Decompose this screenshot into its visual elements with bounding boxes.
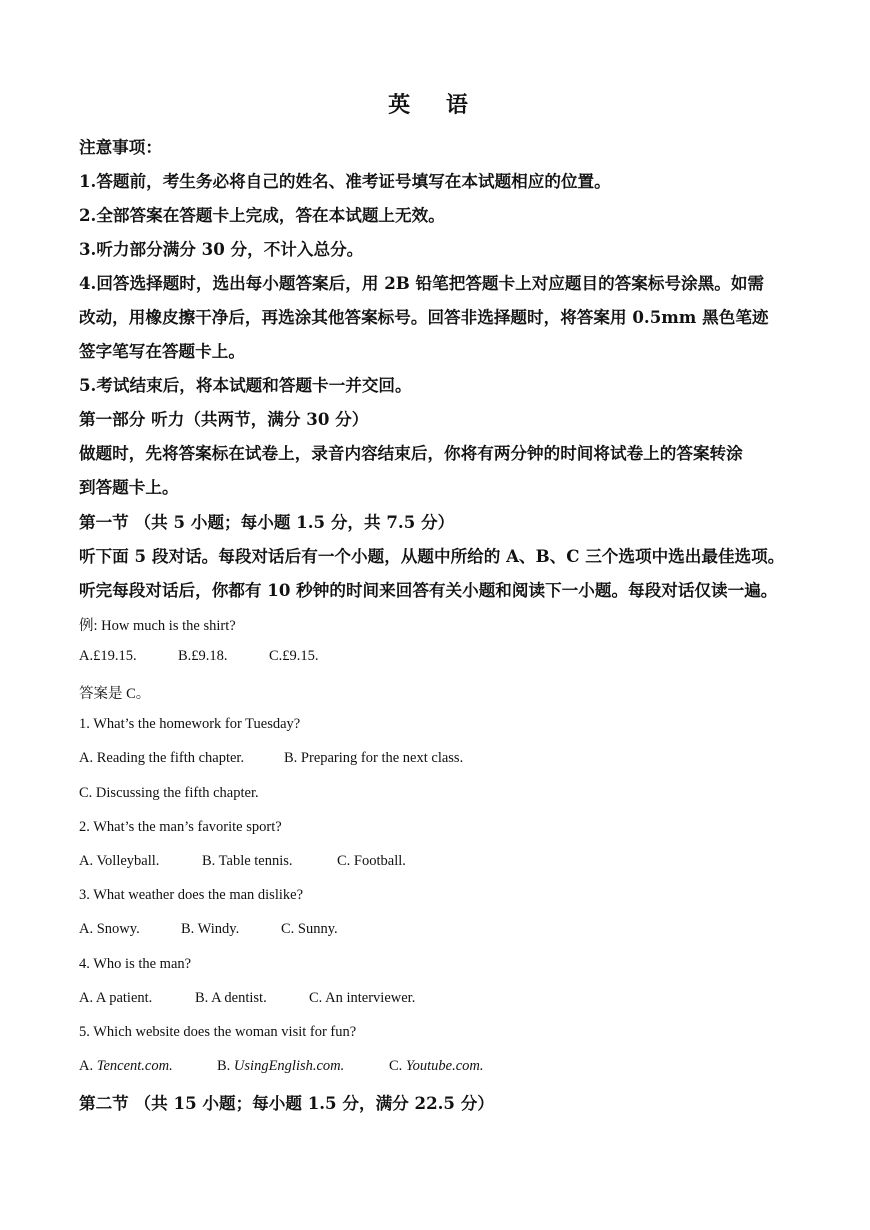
question-3: 3. What weather does the man dislike? xyxy=(79,887,304,903)
part1-instruction-cont: 到答题卡上。 xyxy=(79,477,179,497)
q4-option-c: C. An interviewer. xyxy=(309,990,416,1006)
section1-instruction: 听下面 5 段对话。每段对话后有一个小题，从题中所给的 A、B、C 三个选项中选出最佳选项。 xyxy=(79,546,785,566)
section1-heading: 第一节 （共 5 小题；每小题 1.5 分，共 7.5 分） xyxy=(79,512,455,532)
example-option-b: B.£9.18. xyxy=(178,648,228,664)
example-answer: 答案是 C。 xyxy=(79,686,151,702)
q5-option-a-site: Tencent.com. xyxy=(96,1058,173,1074)
question-2-options xyxy=(79,853,406,870)
q5-option-b-letter: B. xyxy=(217,1058,234,1074)
question-3-options xyxy=(79,921,338,938)
question-4-options xyxy=(79,990,415,1007)
example-option-c: C.£9.15. xyxy=(269,648,319,664)
q5-option-b xyxy=(217,1058,389,1075)
part1-heading: 第一部分 听力（共两节，满分 30 分） xyxy=(79,409,369,429)
q3-option-a: A. Snowy. xyxy=(79,921,140,937)
example-options xyxy=(79,648,319,665)
example-question: 例: How much is the shirt? xyxy=(79,618,236,634)
question-5: 5. Which website does the woman visit for fun? xyxy=(79,1024,357,1040)
part1-instruction: 做题时，先将答案标在试卷上，录音内容结束后，你将有两分钟的时间将试卷上的答案转涂 xyxy=(79,443,743,463)
notice-item-5: 5.考试结束后，将本试题和答题卡一并交回。 xyxy=(79,375,412,395)
notice-item-4-end: 签字笔写在答题卡上。 xyxy=(79,341,245,361)
q3-option-b: B. Windy. xyxy=(181,921,240,937)
question-5-options xyxy=(79,1058,484,1075)
notice-item-2: 2.全部答案在答题卡上完成，答在本试题上无效。 xyxy=(79,205,445,225)
question-4: 4. Who is the man? xyxy=(79,956,192,972)
question-2: 2. What’s the man’s favorite sport? xyxy=(79,819,282,835)
notice-item-4: 4.回答选择题时，选出每小题答案后，用 2B 铅笔把答题卡上对应题目的答案标号涂黑。如需 xyxy=(79,273,765,293)
q2-option-c: C. Football. xyxy=(337,853,406,869)
section2-heading: 第二节 （共 15 小题；每小题 1.5 分，满分 22.5 分） xyxy=(79,1093,494,1113)
q1-option-a: A. Reading the fifth chapter. xyxy=(79,750,245,766)
q5-option-c-letter: C. xyxy=(389,1058,406,1074)
q5-option-c xyxy=(389,1058,484,1075)
question-1-options xyxy=(79,750,463,767)
notice-item-3: 3.听力部分满分 30 分，不计入总分。 xyxy=(79,239,364,259)
notice-heading: 注意事项： xyxy=(79,137,162,157)
notice-item-1: 1.答题前，考生务必将自己的姓名、准考证号填写在本试题相应的位置。 xyxy=(79,171,611,191)
q5-option-c-site: Youtube.com. xyxy=(405,1058,484,1074)
q3-option-c: C. Sunny. xyxy=(281,921,338,937)
q5-option-b-site: UsingEnglish.com. xyxy=(233,1058,345,1074)
notice-item-4-cont: 改动，用橡皮擦干净后，再选涂其他答案标号。回答非选择题时，将答案用 0.5mm 黑色笔迹 xyxy=(79,307,769,327)
question-1: 1. What’s the homework for Tuesday? xyxy=(79,716,301,732)
q2-option-a: A. Volleyball. xyxy=(79,853,160,869)
q2-option-b: B. Table tennis. xyxy=(202,853,293,869)
page-title: 英 语 xyxy=(388,92,482,118)
q5-option-a-letter: A. xyxy=(79,1058,97,1074)
section1-instruction-cont: 听完每段对话后，你都有 10 秒钟的时间来回答有关小题和阅读下一小题。每段对话仅读一遍。 xyxy=(79,580,778,600)
q1-option-c: C. Discussing the fifth chapter. xyxy=(79,785,259,801)
example-option-a: A.£19.15. xyxy=(79,648,137,664)
q1-option-b: B. Preparing for the next class. xyxy=(284,750,464,766)
q4-option-b: B. A dentist. xyxy=(195,990,267,1006)
q4-option-a: A. A patient. xyxy=(79,990,153,1006)
q5-option-a xyxy=(79,1058,217,1075)
